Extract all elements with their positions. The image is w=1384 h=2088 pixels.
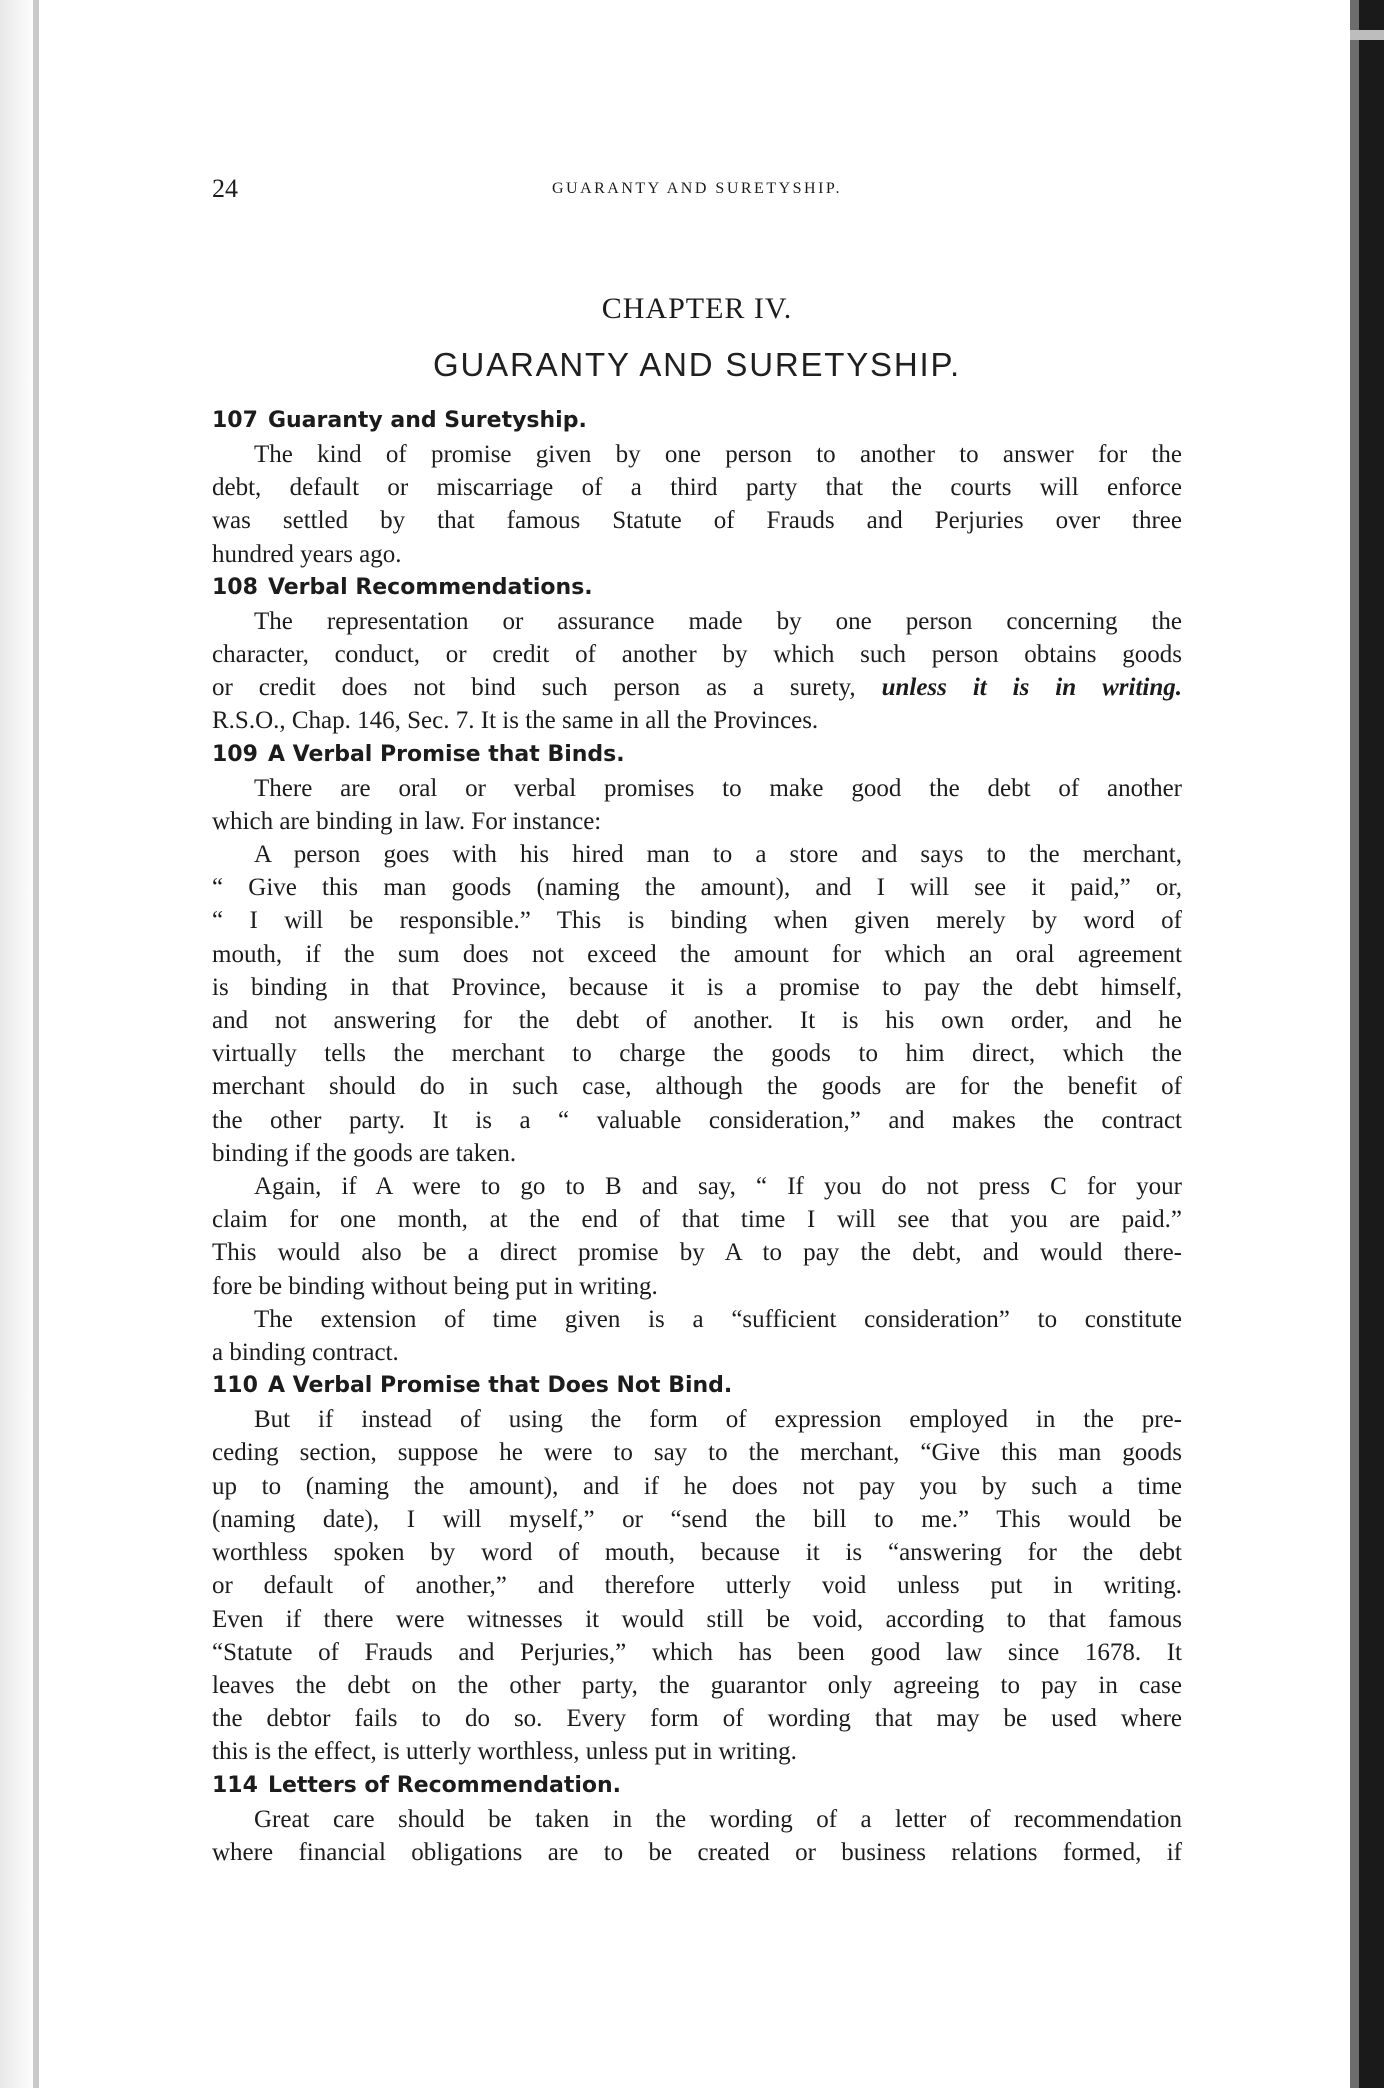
text-line: merchant should do in such case, although the goods are for the benefit of <box>212 1073 1182 1101</box>
scan-right-border <box>1350 0 1384 2088</box>
section-title: A Verbal Promise that Binds. <box>267 741 625 767</box>
text-line <box>212 671 1182 704</box>
section-title: Guaranty and Suretyship. <box>267 408 587 433</box>
text-line: There are oral or verbal promises to make good the debt of another <box>254 774 1182 802</box>
text-line: or default of another,” and therefore utterly void unless put in writing. <box>212 1572 1182 1600</box>
chapter-label: CHAPTER IV. <box>601 292 793 325</box>
text-line: virtually tells the merchant to charge the goods to him direct, which the <box>212 1040 1182 1068</box>
text-line: a binding contract. <box>212 1339 399 1367</box>
section-title: A Verbal Promise that Does Not Bind. <box>267 1373 733 1399</box>
section-heading-114 <box>212 1769 1182 1803</box>
text-line: the debtor fails to do so. Every form of wording that may be used where <box>212 1705 1182 1733</box>
text-line: mouth, if the sum does not exceed the amount for which an oral agreement <box>212 940 1182 968</box>
text-span: or credit does not bind such person as a surety, <box>212 674 882 702</box>
text-line: which are binding in law. For instance: <box>212 807 602 835</box>
text-line: Great care should be taken in the wording of a letter of recommendation <box>254 1805 1182 1833</box>
section-title: Verbal Recommendations. <box>267 574 593 600</box>
text-line: was settled by that famous Statute of Frauds and Perjuries over three <box>212 507 1182 535</box>
sections <box>212 404 1182 1869</box>
text-line: R.S.O., Chap. 146, Sec. 7. It is the same in all the Provinces. <box>212 707 819 735</box>
page-number: 24 <box>212 174 238 203</box>
text-line: A person goes with his hired man to a store and says to the merchant, <box>254 841 1182 869</box>
chapter-title: GUARANTY AND SURETYSHIP. <box>433 346 961 383</box>
section-heading-108 <box>212 571 1182 605</box>
page-edge-shadow <box>1350 0 1359 2088</box>
text-line: fore be binding without being put in writing. <box>212 1272 658 1300</box>
page-left-edge <box>0 0 38 2088</box>
text-line: worthless spoken by word of mouth, because it is “answering for the debt <box>212 1539 1182 1567</box>
running-head <box>212 174 1182 214</box>
text-line: binding if the goods are taken. <box>212 1139 517 1167</box>
section-number: 109 <box>212 741 258 767</box>
text-line: “ Give this man goods (naming the amount), and I will see it paid,” or, <box>212 874 1182 902</box>
text-line: claim for one month, at the end of that time I will see that you are paid.” <box>212 1206 1182 1234</box>
text-line: “Statute of Frauds and Perjuries,” which has been good law since 1678. It <box>212 1638 1182 1666</box>
text-line: The kind of promise given by one person to another to answer for the <box>254 441 1182 468</box>
text-line: ceding section, suppose he were to say to the merchant, “Give this man goods <box>212 1439 1182 1467</box>
text-line: But if instead of using the form of expression employed in the pre- <box>254 1406 1182 1434</box>
text-line: hundred years ago. <box>212 540 402 568</box>
text-line: and not answering for the debt of another. It is his own order, and he <box>212 1007 1182 1035</box>
section-heading-109 <box>212 738 1182 772</box>
text-line: up to (naming the amount), and if he does not pay you by such a time <box>212 1472 1182 1500</box>
emphasized-text: unless it is in writing. <box>881 674 1182 702</box>
section-number: 114 <box>212 1772 258 1798</box>
text-line: is binding in that Province, because it is a promise to pay the debt himself, <box>212 973 1182 1001</box>
page-content <box>212 174 1182 1869</box>
text-line: this is the effect, is utterly worthless, unless put in writing. <box>212 1738 797 1766</box>
section-heading-107 <box>212 404 1182 438</box>
text-line: This would also be a direct promise by A to pay the debt, and would there- <box>212 1239 1182 1267</box>
running-title: GUARANTY AND SURETYSHIP. <box>551 180 843 197</box>
gutter-line <box>33 0 39 2088</box>
section-number: 107 <box>212 408 258 433</box>
text-line: Again, if A were to go to B and say, “ If you do not press C for your <box>254 1173 1182 1201</box>
text-line: leaves the debt on the other party, the guarantor only agreeing to pay in case <box>212 1671 1182 1699</box>
text-line: (naming date), I will myself,” or “send the bill to me.” This would be <box>212 1505 1182 1533</box>
scan-border-mark <box>1350 30 1384 40</box>
section-number: 110 <box>212 1373 258 1399</box>
section-heading-110 <box>212 1369 1182 1403</box>
text-line: where financial obligations are to be created or business relations formed, if <box>212 1838 1182 1866</box>
text-line: the other party. It is a “ valuable consideration,” and makes the contract <box>212 1106 1182 1134</box>
text-line: character, conduct, or credit of another by which such person obtains goods <box>212 641 1182 669</box>
section-title: Letters of Recommendation. <box>267 1772 622 1798</box>
text-line: The extension of time given is a “sufficient consideration” to constitute <box>254 1305 1182 1333</box>
section-number: 108 <box>212 574 258 600</box>
text-line: “ I will be responsible.” This is binding when given merely by word of <box>212 907 1182 935</box>
text-line: Even if there were witnesses it would still be void, according to that famous <box>212 1605 1182 1633</box>
text-line: debt, default or miscarriage of a third party that the courts will enforce <box>212 474 1182 502</box>
text-line: The representation or assurance made by one person concerning the <box>254 607 1182 635</box>
